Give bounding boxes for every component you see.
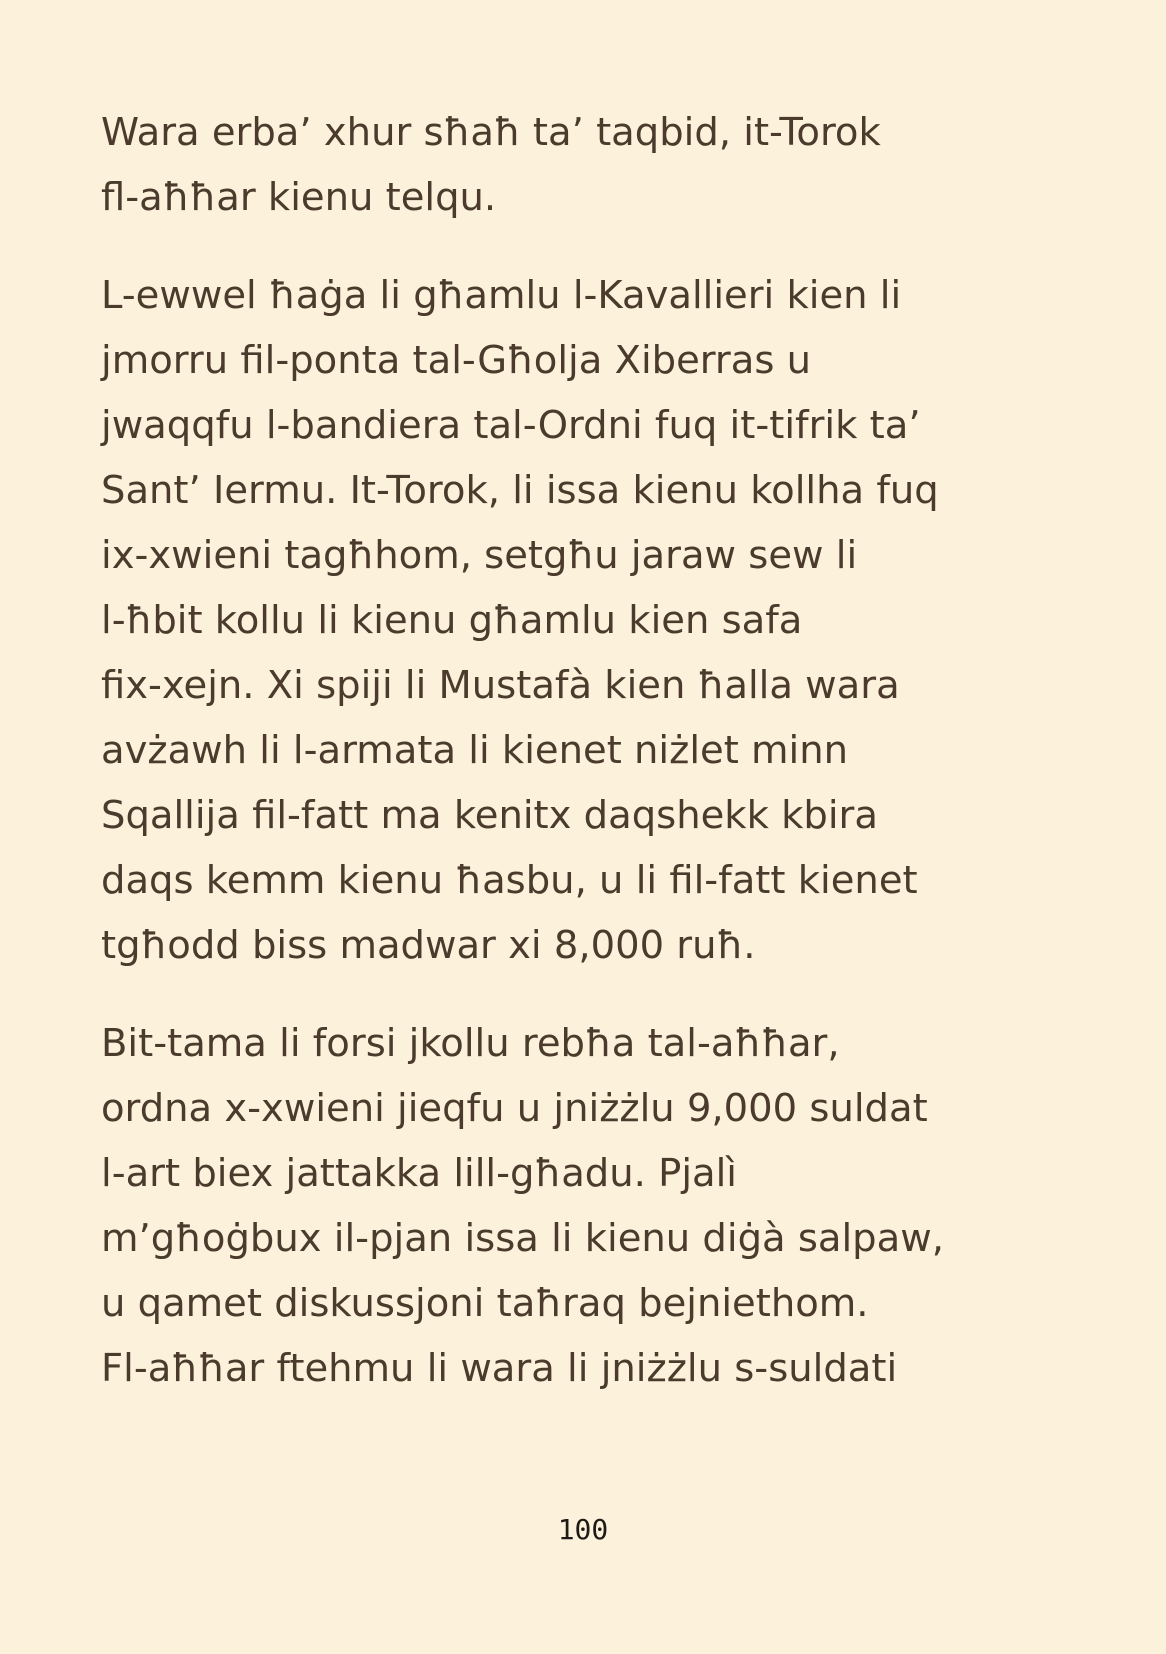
paragraph-2 (101, 263, 1101, 978)
paragraph-1 (101, 100, 1101, 230)
text-line: u qamet diskussjoni taħraq bejniethom. (101, 1281, 869, 1326)
text-line: daqs kemm kienu ħasbu, u li fil-fatt kienet (101, 858, 918, 903)
page-number: 100 (557, 1513, 609, 1546)
text-line: L-ewwel ħaġa li għamlu l-Kavallieri kien li (101, 273, 902, 318)
text-line: Wara erba’ xhur sħaħ ta’ taqbid, it-Torok (101, 110, 881, 155)
text-line: l-art biex jattakka lill-għadu. Pjalì (101, 1151, 738, 1196)
paragraph-3 (101, 1011, 1101, 1401)
text-line: Sqallija fil-fatt ma kenitx daqshekk kbira (101, 793, 878, 838)
text-line: fl-aħħar kienu telqu. (101, 175, 497, 220)
text-line: Fl-aħħar ftehmu li wara li jniżżlu s-suldati (101, 1346, 898, 1391)
text-line: ordna x-xwieni jieqfu u jniżżlu 9,000 suldat (101, 1086, 928, 1131)
text-line: avżawh li l-armata li kienet niżlet minn (101, 728, 849, 773)
text-line: l-ħbit kollu li kienu għamlu kien safa (101, 598, 803, 643)
text-line: Bit-tama li forsi jkollu rebħa tal-aħħar, (101, 1021, 840, 1066)
text-line: jwaqqfu l-bandiera tal-Ordni fuq it-tifrik ta’ (101, 403, 921, 448)
text-line: Sant’ Iermu. It-Torok, li issa kienu kollha fuq (101, 468, 939, 513)
text-line: ix-xwieni tagħhom, setgħu jaraw sew li (101, 533, 858, 578)
text-line: m’għoġbux il-pjan issa li kienu diġà salpaw, (101, 1216, 944, 1261)
text-line: tgħodd biss madwar xi 8,000 ruħ. (101, 923, 756, 968)
body-text (101, 100, 1101, 1401)
text-line: fix-xejn. Xi spiji li Mustafà kien ħalla wara (101, 663, 900, 708)
text-line: jmorru fil-ponta tal-Għolja Xiberras u (101, 338, 812, 383)
